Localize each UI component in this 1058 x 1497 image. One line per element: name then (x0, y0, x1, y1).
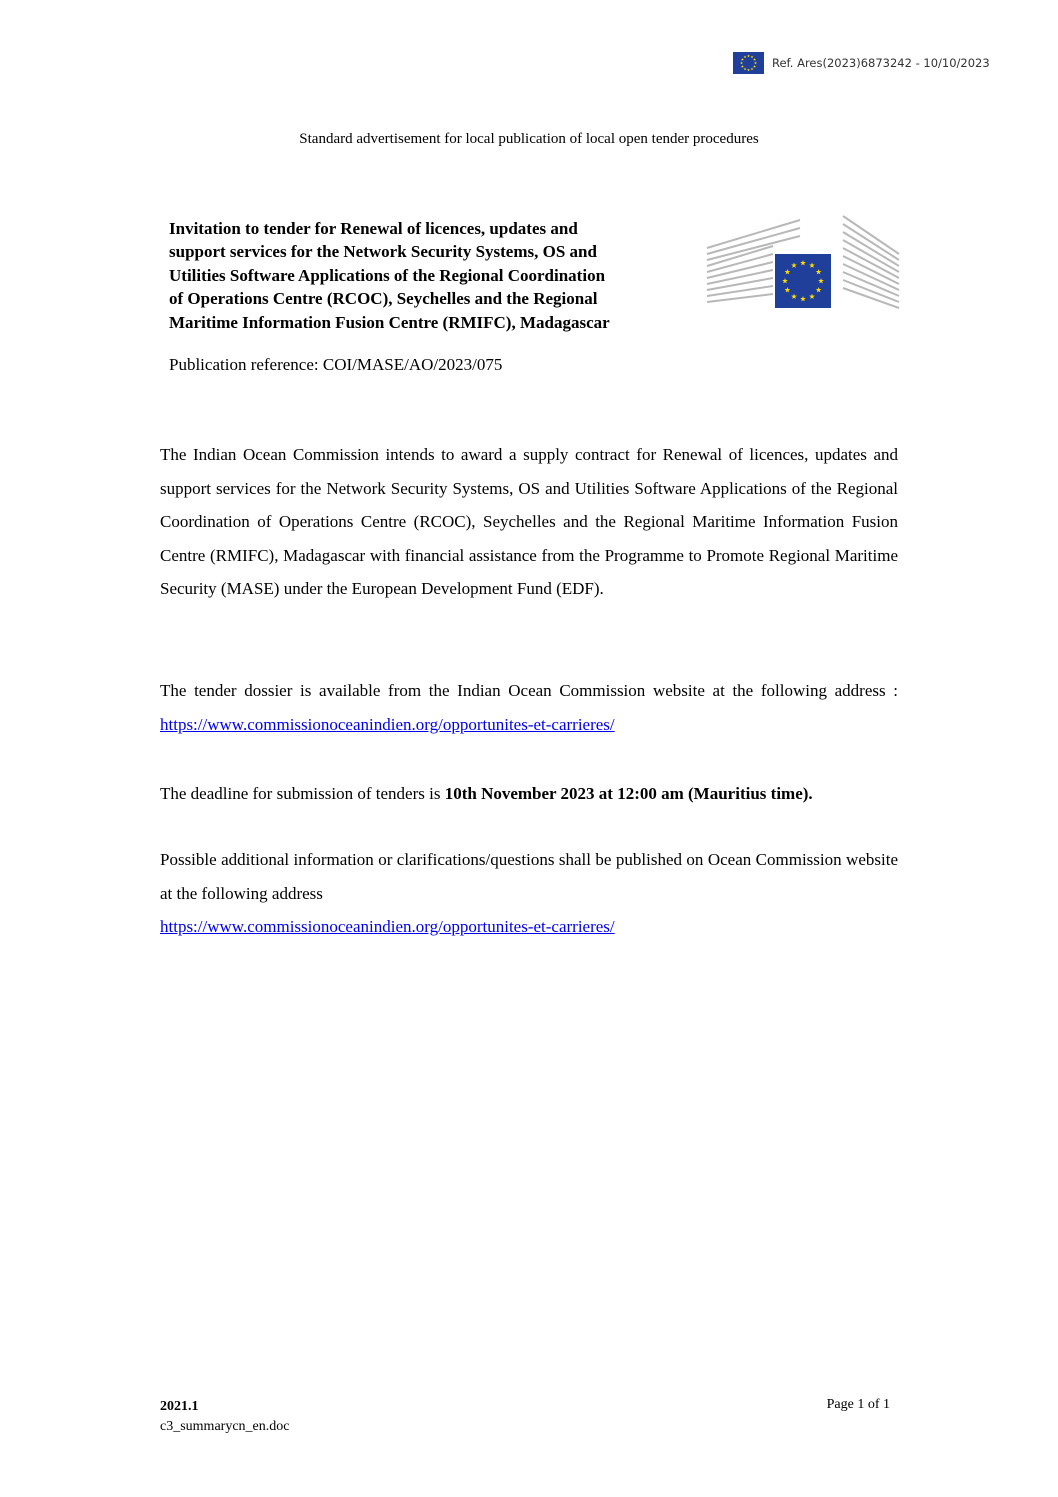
footer-version: 2021.1 (160, 1399, 199, 1414)
standard-advertisement-line: Standard advertisement for local publication of local open tender procedures (299, 131, 759, 147)
additional-info-text: Possible additional information or clarifications/questions shall be published on Ocean Commission website at the following address (160, 850, 898, 903)
tender-title (169, 217, 689, 334)
deadline-date: 10th November 2023 at 12:00 am (Mauritius time). (444, 784, 813, 803)
deadline-paragraph (160, 777, 898, 811)
footer-filename: c3_summarycn_en.doc (160, 1419, 290, 1434)
deadline-text: The deadline for submission of tenders is (160, 784, 445, 803)
additional-info-paragraph (160, 843, 898, 944)
title-line: Invitation to tender for Renewal of licences, updates and (169, 219, 578, 238)
ares-reference-stamp (733, 52, 990, 74)
ares-reference-text: Ref. Ares(2023)6873242 - 10/10/2023 (772, 56, 990, 70)
footer-left (160, 1397, 289, 1437)
tender-dossier-paragraph (160, 674, 898, 741)
eu-flag-icon (733, 52, 764, 74)
title-line: of Operations Centre (RCOC), Seychelles and the Regional (169, 289, 598, 309)
tender-dossier-text: The tender dossier is available from the Indian Ocean Commission website at the following address : (160, 681, 898, 700)
european-commission-logo-icon (705, 214, 901, 310)
title-line: support services for the Network Security Systems, OS and (169, 242, 597, 262)
publication-reference: Publication reference: COI/MASE/AO/2023/075 (169, 355, 503, 374)
title-line: Utilities Software Applications of the Regional Coordination (169, 265, 606, 285)
title-line: Maritime Information Fusion Centre (RMIFC), Madagascar (169, 312, 610, 332)
contract-description-paragraph: The Indian Ocean Commission intends to award a supply contract for Renewal of licences, updates and support services for the Network Security Systems, OS and Utilities Software Applications of the Regional Coordination of Operations Centre (RCOC), Seychelles and the Regional Maritime Information Fusion Centre (RMIFC), Madagascar with financial assistance from the Programme to Promote Regional Maritime Security (MASE) under the European Development Fund (EDF). (160, 445, 898, 598)
tender-dossier-link[interactable]: https://www.commissionoceanindien.org/opportunites-et-carrieres/ (160, 714, 615, 734)
footer-page-number: Page 1 of 1 (826, 1397, 890, 1412)
additional-info-link[interactable]: https://www.commissionoceanindien.org/opportunites-et-carrieres/ (160, 917, 615, 936)
